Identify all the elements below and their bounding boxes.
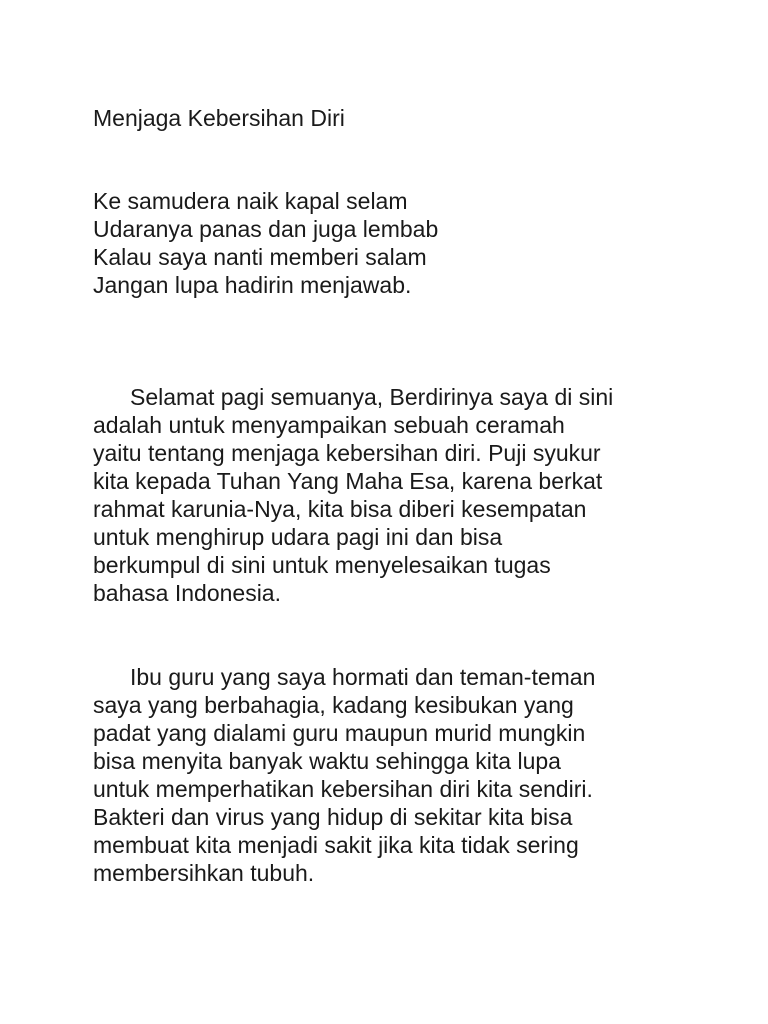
paragraph-opening — [93, 383, 693, 607]
paragraph-line: bisa menyita banyak waktu sehingga kita lupa — [93, 748, 561, 774]
paragraph-line: adalah untuk menyampaikan sebuah ceramah — [93, 412, 565, 438]
paragraph-line: membersihkan tubuh. — [93, 860, 315, 886]
paragraph-line: saya yang berbahagia, kadang kesibukan yang — [93, 692, 574, 718]
paragraph-line: bahasa Indonesia. — [93, 580, 281, 606]
paragraph-body — [93, 663, 693, 887]
pantun-line: Udaranya panas dan juga lembab — [93, 216, 439, 242]
paragraph-line: Selamat pagi semuanya, Berdirinya saya di sini — [130, 384, 614, 410]
paragraph-line: yaitu tentang menjaga kebersihan diri. Puji syukur — [93, 440, 601, 466]
paragraph-line: padat yang dialami guru maupun murid mungkin — [93, 720, 586, 746]
paragraph-line: berkumpul di sini untuk menyelesaikan tugas — [93, 552, 551, 578]
paragraph-line: Bakteri dan virus yang hidup di sekitar kita bisa — [93, 804, 573, 830]
pantun-line: Jangan lupa hadirin menjawab. — [93, 272, 412, 298]
pantun-line: Kalau saya nanti memberi salam — [93, 244, 427, 270]
document-title: Menjaga Kebersihan Diri — [93, 105, 345, 131]
paragraph-line: membuat kita menjadi sakit jika kita tidak sering — [93, 832, 579, 858]
paragraph-line: kita kepada Tuhan Yang Maha Esa, karena berkat — [93, 468, 603, 494]
paragraph-line: rahmat karunia-Nya, kita bisa diberi kesempatan — [93, 496, 587, 522]
paragraph-line: Ibu guru yang saya hormati dan teman-teman — [130, 664, 596, 690]
pantun-verse — [93, 187, 438, 299]
pantun-line: Ke samudera naik kapal selam — [93, 188, 408, 214]
paragraph-line: untuk menghirup udara pagi ini dan bisa — [93, 524, 503, 550]
paragraph-line: untuk memperhatikan kebersihan diri kita sendiri. — [93, 776, 593, 802]
